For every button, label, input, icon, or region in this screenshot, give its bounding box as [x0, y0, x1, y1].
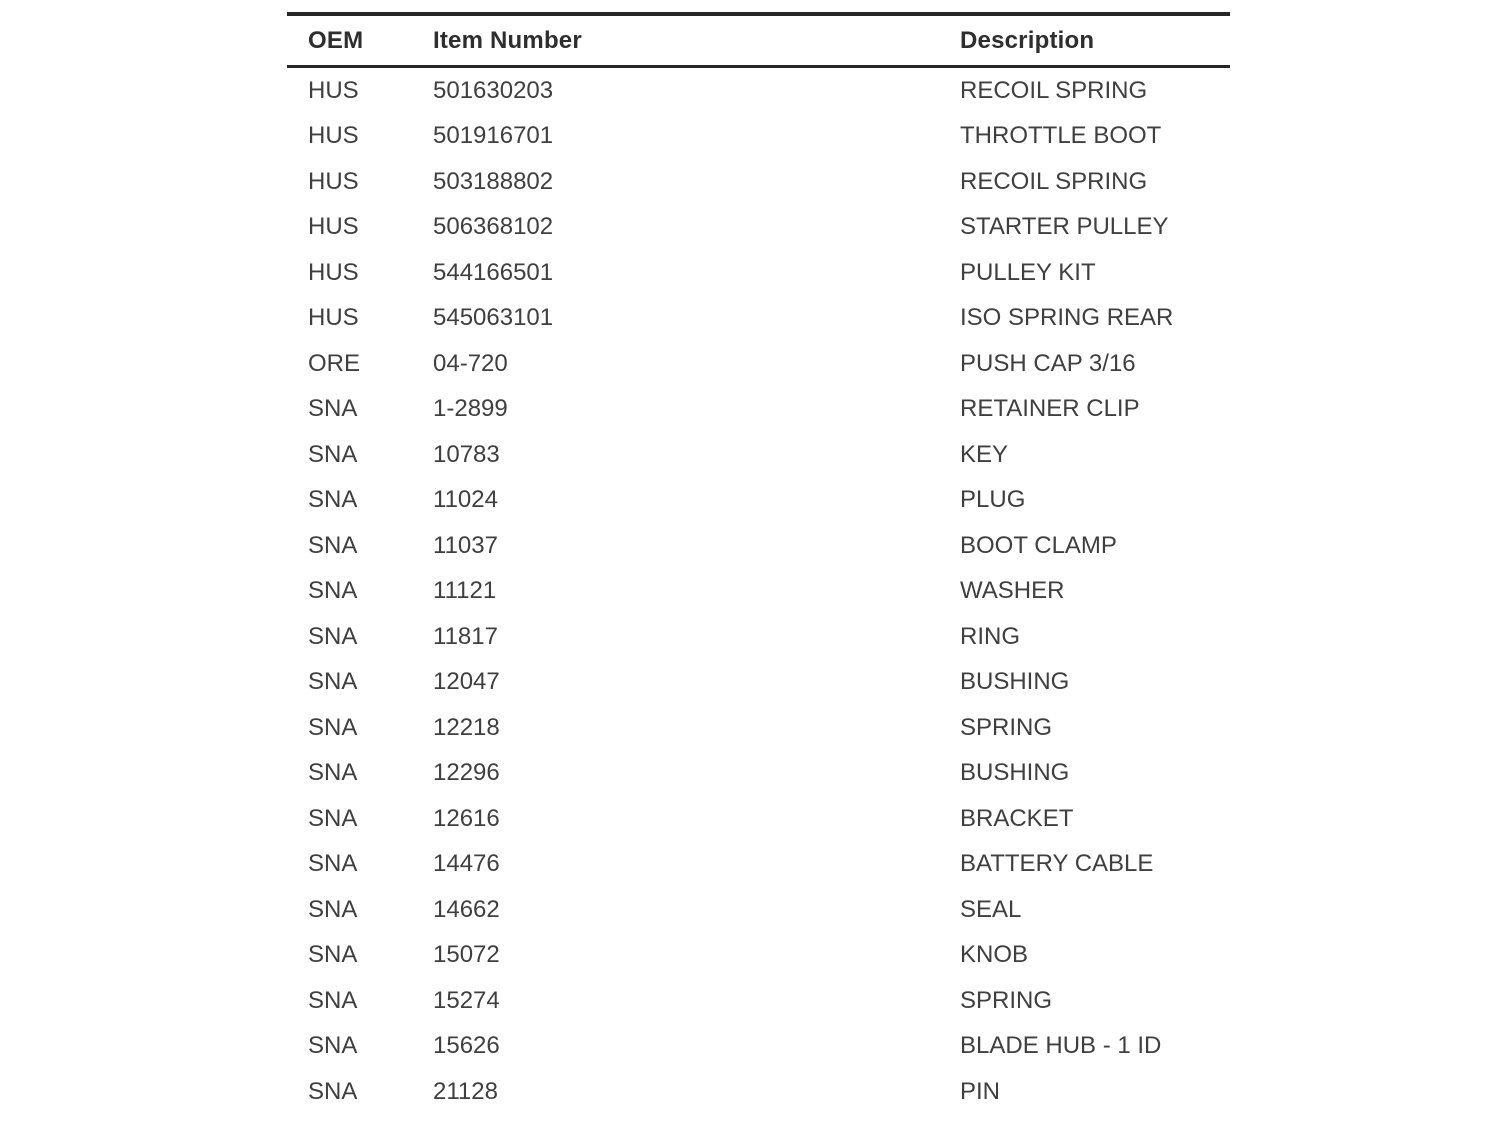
description-cell: PIN: [960, 1077, 1001, 1105]
oem-cell: HUS: [308, 258, 359, 286]
item-number-cell: 14476: [433, 850, 500, 878]
description-cell: BATTERY CABLE: [960, 850, 1154, 878]
table-row: [287, 842, 1230, 888]
oem-cell: SNA: [308, 668, 358, 696]
description-cell: SPRING: [960, 986, 1053, 1014]
table-row: [287, 523, 1230, 569]
item-number-cell: 21128: [433, 1077, 498, 1105]
oem-cell: HUS: [308, 76, 359, 104]
table-row: [287, 1024, 1230, 1070]
table-row: [287, 205, 1230, 251]
item-number-cell: 501630203: [433, 76, 554, 104]
description-cell: RING: [960, 622, 1020, 650]
table-row: [287, 387, 1230, 433]
oem-cell: SNA: [308, 486, 358, 514]
table-row: [287, 432, 1230, 478]
item-number-cell: 04-720: [433, 349, 508, 377]
description-cell: SEAL: [960, 895, 1022, 923]
table-header-row: [287, 16, 1230, 65]
description-cell: PLUG: [960, 486, 1026, 514]
oem-cell: SNA: [308, 1032, 358, 1060]
table-row: [287, 114, 1230, 160]
description-cell: BLADE HUB - 1 ID: [960, 1032, 1162, 1060]
description-cell: KEY: [960, 440, 1009, 468]
table-row: [287, 250, 1230, 296]
table-row: [287, 660, 1230, 706]
description-cell: ISO SPRING REAR: [960, 304, 1174, 332]
item-number-cell: 10783: [433, 440, 500, 468]
item-number-cell: 11024: [433, 486, 498, 514]
table-row: [287, 341, 1230, 387]
oem-cell: SNA: [308, 577, 358, 605]
oem-cell: ORE: [308, 349, 361, 377]
item-number-cell: 506368102: [433, 213, 554, 241]
item-number-cell: 11121: [433, 577, 497, 605]
description-cell: BRACKET: [960, 804, 1074, 832]
item-number-cell: 12047: [433, 668, 500, 696]
description-cell: BOOT CLAMP: [960, 531, 1117, 559]
oem-cell: SNA: [308, 713, 358, 741]
description-cell: WASHER: [960, 577, 1065, 605]
column-header-description: Description: [960, 26, 1095, 54]
description-cell: RECOIL SPRING: [960, 167, 1148, 195]
oem-cell: SNA: [308, 804, 358, 832]
description-cell: BUSHING: [960, 668, 1070, 696]
table-body: [287, 68, 1230, 1115]
description-cell: SPRING: [960, 713, 1053, 741]
column-header-item-number: Item Number: [433, 26, 582, 54]
oem-cell: HUS: [308, 304, 359, 332]
description-cell: KNOB: [960, 941, 1029, 969]
column-header-oem: OEM: [308, 26, 364, 54]
oem-cell: SNA: [308, 850, 358, 878]
oem-cell: HUS: [308, 167, 359, 195]
description-cell: THROTTLE BOOT: [960, 122, 1162, 150]
oem-cell: HUS: [308, 122, 359, 150]
table-row: [287, 705, 1230, 751]
table-row: [287, 614, 1230, 660]
table-row: [287, 887, 1230, 933]
item-number-cell: 501916701: [433, 122, 554, 150]
item-number-cell: 11817: [433, 622, 498, 650]
item-number-cell: 15274: [433, 986, 500, 1014]
table-row: [287, 1069, 1230, 1115]
item-number-cell: 12616: [433, 804, 500, 832]
item-number-cell: 545063101: [433, 304, 554, 332]
table-row: [287, 478, 1230, 524]
oem-cell: SNA: [308, 941, 358, 969]
oem-cell: SNA: [308, 622, 358, 650]
description-cell: PUSH CAP 3/16: [960, 349, 1136, 377]
table-row: [287, 569, 1230, 615]
item-number-cell: 12296: [433, 759, 500, 787]
oem-cell: SNA: [308, 395, 358, 423]
table-row: [287, 296, 1230, 342]
oem-cell: SNA: [308, 759, 358, 787]
item-number-cell: 1-2899: [433, 395, 508, 423]
table-row: [287, 68, 1230, 114]
oem-cell: SNA: [308, 440, 358, 468]
item-number-cell: 15072: [433, 941, 500, 969]
description-cell: PULLEY KIT: [960, 258, 1096, 286]
item-number-cell: 15626: [433, 1032, 500, 1060]
oem-cell: SNA: [308, 1077, 358, 1105]
oem-cell: SNA: [308, 531, 358, 559]
description-cell: RECOIL SPRING: [960, 76, 1148, 104]
item-number-cell: 503188802: [433, 167, 554, 195]
item-number-cell: 14662: [433, 895, 500, 923]
oem-cell: SNA: [308, 986, 358, 1014]
table-row: [287, 978, 1230, 1024]
item-number-cell: 12218: [433, 713, 500, 741]
table-row: [287, 796, 1230, 842]
item-number-cell: 11037: [433, 531, 498, 559]
parts-table: [287, 12, 1230, 1115]
description-cell: RETAINER CLIP: [960, 395, 1140, 423]
table-row: [287, 751, 1230, 797]
item-number-cell: 544166501: [433, 258, 554, 286]
oem-cell: HUS: [308, 213, 359, 241]
table-row: [287, 159, 1230, 205]
oem-cell: SNA: [308, 895, 358, 923]
description-cell: BUSHING: [960, 759, 1070, 787]
description-cell: STARTER PULLEY: [960, 213, 1169, 241]
table-row: [287, 933, 1230, 979]
